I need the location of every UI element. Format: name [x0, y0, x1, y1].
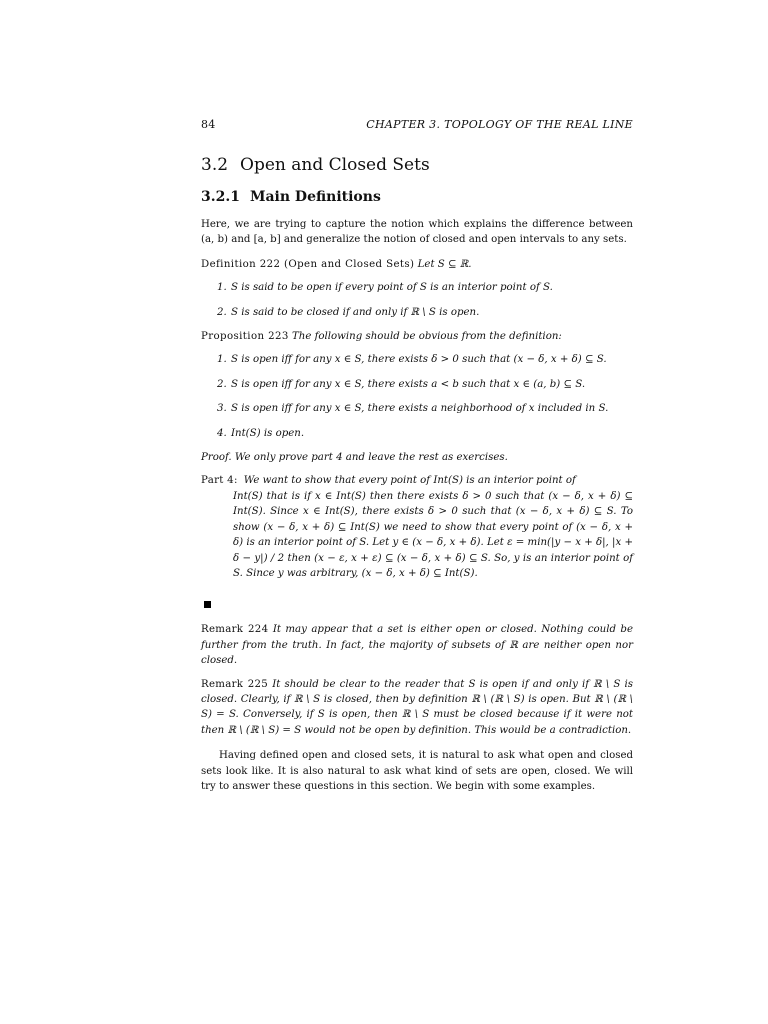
proposition-text: The following should be obvious from the definition: [291, 331, 562, 343]
section-number: 3.2 [201, 155, 229, 175]
list-item: 3. S is open iff for any x ∈ S, there exists a neighborhood of x included in S. [217, 403, 609, 415]
proposition-head: Proposition 223 [201, 331, 289, 343]
intro-paragraph: Here, we are trying to capture the notion which explains the difference between (a, b) and [a, b] and generalize the notion of closed and open intervals to any sets. [201, 219, 633, 246]
section-title: Open and Closed Sets [240, 155, 430, 175]
part-continuation: Int(S) that is if x ∈ Int(S) then there exists δ > 0 such that (x − δ, x + δ) ⊆ Int(S). Since x ∈ Int(S), there exists δ > 0 such that (x − δ, x + δ) ⊆ S. To show (x − δ, x + δ) ⊆ Int(S) we need to show that every point of (x − δ, x + δ) is an interior point of S. Let y ∈ (x − δ, x + δ). Let ε = min(|y − x + δ|, |x + δ − y|) / 2 then (x − ε, x + ε) ⊆ (x − δ, x + δ) ⊆ S. So, y is an interior point of S. Since y was arbitrary, (x − δ, x + δ) ⊆ Int(S). [233, 490, 633, 579]
proof-text: We only prove part 4 and leave the rest as exercises. [234, 452, 508, 464]
subsection-title: Main Definitions [249, 189, 381, 205]
remark-225-text: It should be clear to the reader that S is open if and only if ℝ \ S is closed. Clearly, if ℝ \ S is closed, then by definition ℝ \ (ℝ \ S) is open. But ℝ \ (ℝ \ S) = S. Conversely, if S is open, then ℝ \ S must be closed because if it were not then ℝ \ (ℝ \ S) = S would not be open by definition. This would be a contradiction. [201, 678, 633, 736]
list-item: 2. S is said to be closed if and only if ℝ \ S is open. [217, 306, 480, 318]
remark-224-head: Remark 224 [201, 624, 269, 636]
list-item: 2. S is open iff for any x ∈ S, there exists a < b such that x ∈ (a, b) ⊆ S. [217, 378, 586, 390]
list-item: 1. S is open iff for any x ∈ S, there exists δ > 0 such that (x − δ, x + δ) ⊆ S. [217, 354, 607, 366]
definition-head: Definition 222 (Open and Closed Sets) [201, 258, 415, 270]
remark-225 [201, 677, 633, 739]
list-item: 4. Int(S) is open. [217, 427, 305, 439]
page-number: 84 [201, 118, 216, 131]
proof-head: Proof. [201, 452, 232, 464]
chapter-title: CHAPTER 3. TOPOLOGY OF THE REAL LINE [366, 118, 633, 131]
remark-224-text: It may appear that a set is either open or closed. Nothing could be further from the truth. In fact, the majority of subsets of ℝ are neither open nor closed. [201, 624, 633, 667]
subsection-number: 3.2.1 [201, 189, 240, 205]
closing-paragraph: Having defined open and closed sets, it is natural to ask what open and closed sets look like. It is also natural to ask what kind of sets are open, closed. We will try to answer these questions in this section. We begin with some examples. [201, 750, 633, 792]
qed-mark [201, 593, 633, 612]
definition-text: Let S ⊆ ℝ. [417, 258, 472, 270]
running-header [201, 118, 633, 131]
proof-part-4 [201, 473, 633, 488]
proposition-list [201, 352, 633, 441]
proposition-223 [201, 329, 633, 344]
section-heading [201, 155, 633, 175]
proof [201, 450, 633, 465]
qed-square-icon [204, 601, 211, 608]
definition-list [201, 280, 633, 320]
part-text: We want to show that every point of Int(S) is an interior point of [243, 475, 576, 487]
subsection-heading [201, 189, 633, 205]
remark-225-head: Remark 225 [201, 678, 269, 690]
page [201, 118, 633, 794]
part-head: Part 4: [201, 475, 238, 487]
remark-224 [201, 622, 633, 668]
definition-222 [201, 257, 633, 272]
list-item: 1. S is said to be open if every point of S is an interior point of S. [217, 282, 553, 294]
